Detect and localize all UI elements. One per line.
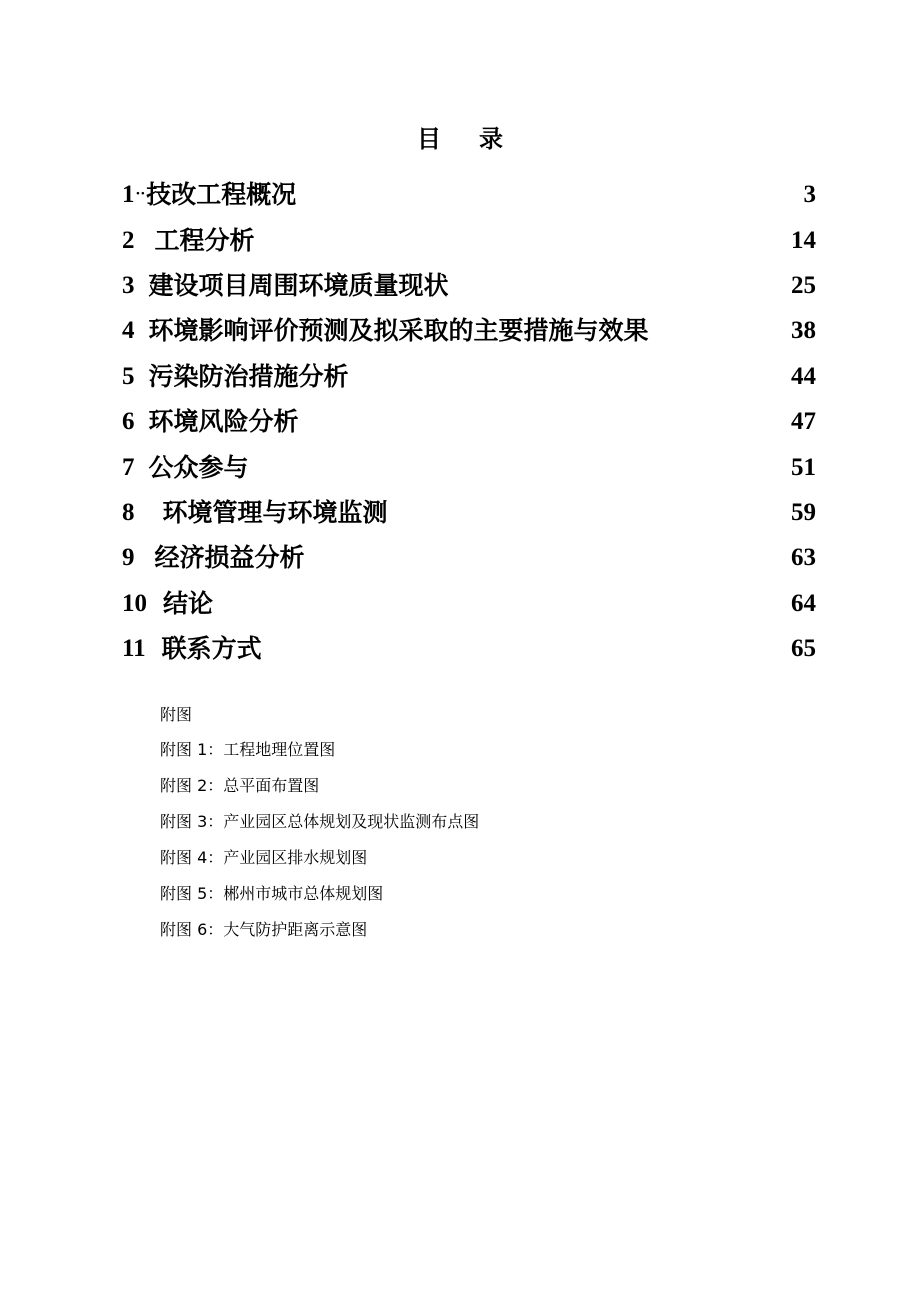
toc-label: 公众参与 <box>148 452 249 482</box>
toc-page-number: 59 <box>791 498 816 526</box>
toc-row-5[interactable] <box>122 354 816 399</box>
appendix-item[interactable]: 附图 6：大气防护距离示意图 <box>160 920 368 939</box>
toc-row-1[interactable] <box>122 172 816 217</box>
toc-number: 1 <box>122 181 135 209</box>
toc-row-7[interactable] <box>122 444 816 489</box>
toc-row-11[interactable] <box>122 626 816 671</box>
toc-row-2[interactable] <box>122 217 816 262</box>
toc-label: 环境影响评价预测及拟采取的主要措施与效果 <box>148 316 649 346</box>
toc-number: 10 <box>122 589 147 617</box>
toc-label: 工程分析 <box>154 225 255 255</box>
toc-label: 经济损益分析 <box>154 543 305 573</box>
toc-page-number: 64 <box>791 589 816 617</box>
toc-row-4[interactable] <box>122 308 816 353</box>
toc-number: 9 <box>122 544 135 572</box>
toc-label: 建设项目周围环境质量现状 <box>148 270 449 300</box>
appendix-item[interactable]: 附图 3：产业园区总体规划及现状监测布点图 <box>160 812 480 831</box>
appendix-item[interactable]: 附图 1：工程地理位置图 <box>160 740 336 759</box>
toc-page-number: 44 <box>791 362 816 390</box>
toc-label: 技改工程概况 <box>146 180 297 210</box>
page-title: 目录 <box>417 124 541 153</box>
toc-page-number: 65 <box>791 635 816 663</box>
appendix-heading: 附图 <box>160 705 193 724</box>
appendix-item[interactable]: 附图 5：郴州市城市总体规划图 <box>160 884 384 903</box>
toc-number: 6 <box>122 408 135 436</box>
toc-label: 环境风险分析 <box>148 407 299 437</box>
toc-number: 3 <box>122 271 135 299</box>
toc-page-number: 47 <box>791 408 816 436</box>
table-of-contents <box>122 172 816 671</box>
toc-page-number: 25 <box>791 271 816 299</box>
toc-page-number: 38 <box>791 317 816 345</box>
toc-row-3[interactable] <box>122 263 816 308</box>
toc-separator: ·· <box>135 186 146 203</box>
toc-label: 联系方式 <box>161 634 262 664</box>
toc-row-6[interactable] <box>122 399 816 444</box>
toc-label: 结论 <box>163 588 214 618</box>
appendix-item[interactable]: 附图 4：产业园区排水规划图 <box>160 848 368 867</box>
toc-row-9[interactable] <box>122 535 816 580</box>
toc-number: 7 <box>122 453 135 481</box>
toc-page-number: 3 <box>803 181 816 209</box>
toc-number: 11 <box>122 635 146 663</box>
toc-page-number: 51 <box>791 453 816 481</box>
toc-page-number: 63 <box>791 544 816 572</box>
toc-number: 8 <box>122 498 135 526</box>
appendix-figures <box>160 700 760 948</box>
toc-number: 5 <box>122 362 135 390</box>
toc-page-number: 14 <box>791 226 816 254</box>
toc-row-10[interactable] <box>122 581 816 626</box>
toc-number: 2 <box>122 226 135 254</box>
appendix-item[interactable]: 附图 2：总平面布置图 <box>160 776 320 795</box>
toc-label: 污染防治措施分析 <box>148 361 349 391</box>
toc-label: 环境管理与环境监测 <box>162 497 388 527</box>
toc-number: 4 <box>122 317 135 345</box>
toc-row-8[interactable] <box>122 490 816 535</box>
